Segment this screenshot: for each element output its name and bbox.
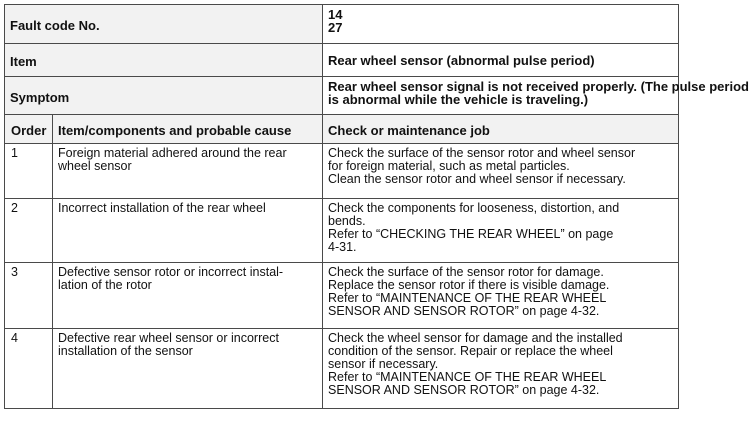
cause-line: Defective sensor rotor or incorrect instal- — [58, 265, 284, 279]
job-line: bends. — [328, 214, 366, 228]
cause-line: lation of the rotor — [58, 278, 152, 292]
job-line: Clean the sensor rotor and wheel sensor if necessary. — [328, 172, 626, 186]
job-line: SENSOR AND SENSOR ROTOR” on page 4-32. — [328, 383, 600, 397]
job-column-header: Check or maintenance job — [323, 115, 679, 144]
job-line: Check the surface of the sensor rotor for damage. — [328, 265, 604, 279]
item-value: Rear wheel sensor (abnormal pulse period) — [323, 44, 679, 77]
job-line: for foreign material, such as metal particles. — [328, 159, 570, 173]
cause-cell — [53, 329, 323, 409]
symptom-line: Rear wheel sensor signal is not received properly. (The pulse period — [328, 79, 749, 94]
symptom-value — [323, 77, 749, 115]
job-line: 4-31. — [328, 240, 357, 254]
job-line: Refer to “MAINTENANCE OF THE REAR WHEEL — [328, 291, 607, 305]
table-row — [5, 199, 679, 263]
table-row — [5, 263, 679, 329]
cause-line: Incorrect installation of the rear wheel — [58, 201, 266, 215]
fault-code-values — [323, 5, 679, 44]
item-label: Item — [5, 44, 323, 77]
cause-line: wheel sensor — [58, 159, 132, 173]
fault-code-row — [5, 5, 679, 44]
table-row — [5, 329, 679, 409]
job-cell — [323, 144, 679, 199]
job-line: Check the surface of the sensor rotor and wheel sensor — [328, 146, 636, 160]
job-line: Check the components for looseness, distortion, and — [328, 201, 620, 215]
symptom-row — [5, 77, 679, 115]
cause-line: Defective rear wheel sensor or incorrect — [58, 331, 279, 345]
cause-cell — [53, 263, 323, 329]
fault-code-value: 27 — [328, 20, 343, 35]
fault-code-table — [4, 4, 749, 409]
job-line: condition of the sensor. Repair or replace the wheel — [328, 344, 613, 358]
table-row — [5, 144, 679, 199]
item-row — [5, 44, 679, 77]
cause-cell — [53, 199, 323, 263]
fault-code-label: Fault code No. — [5, 5, 323, 44]
cause-cell — [53, 144, 323, 199]
job-line: SENSOR AND SENSOR ROTOR” on page 4-32. — [328, 304, 600, 318]
order-number: 1 — [5, 144, 53, 199]
cause-line: installation of the sensor — [58, 344, 193, 358]
cause-column-header: Item/components and probable cause — [53, 115, 323, 144]
job-cell — [323, 263, 679, 329]
job-cell — [323, 329, 679, 409]
symptom-line: is abnormal while the vehicle is traveling.) — [328, 92, 589, 107]
order-number: 3 — [5, 263, 53, 329]
order-number: 4 — [5, 329, 53, 409]
cause-line: Foreign material adhered around the rear — [58, 146, 287, 160]
symptom-label: Symptom — [5, 77, 323, 115]
fault-code-value: 14 — [328, 7, 343, 22]
job-line: Replace the sensor rotor if there is visible damage. — [328, 278, 610, 292]
job-line: Refer to “CHECKING THE REAR WHEEL” on page — [328, 227, 614, 241]
order-number: 2 — [5, 199, 53, 263]
job-line: Refer to “MAINTENANCE OF THE REAR WHEEL — [328, 370, 607, 384]
column-header-row — [5, 115, 679, 144]
job-line: sensor if necessary. — [328, 357, 439, 371]
job-cell — [323, 199, 679, 263]
order-column-header: Order — [5, 115, 53, 144]
job-line: Check the wheel sensor for damage and the installed — [328, 331, 623, 345]
